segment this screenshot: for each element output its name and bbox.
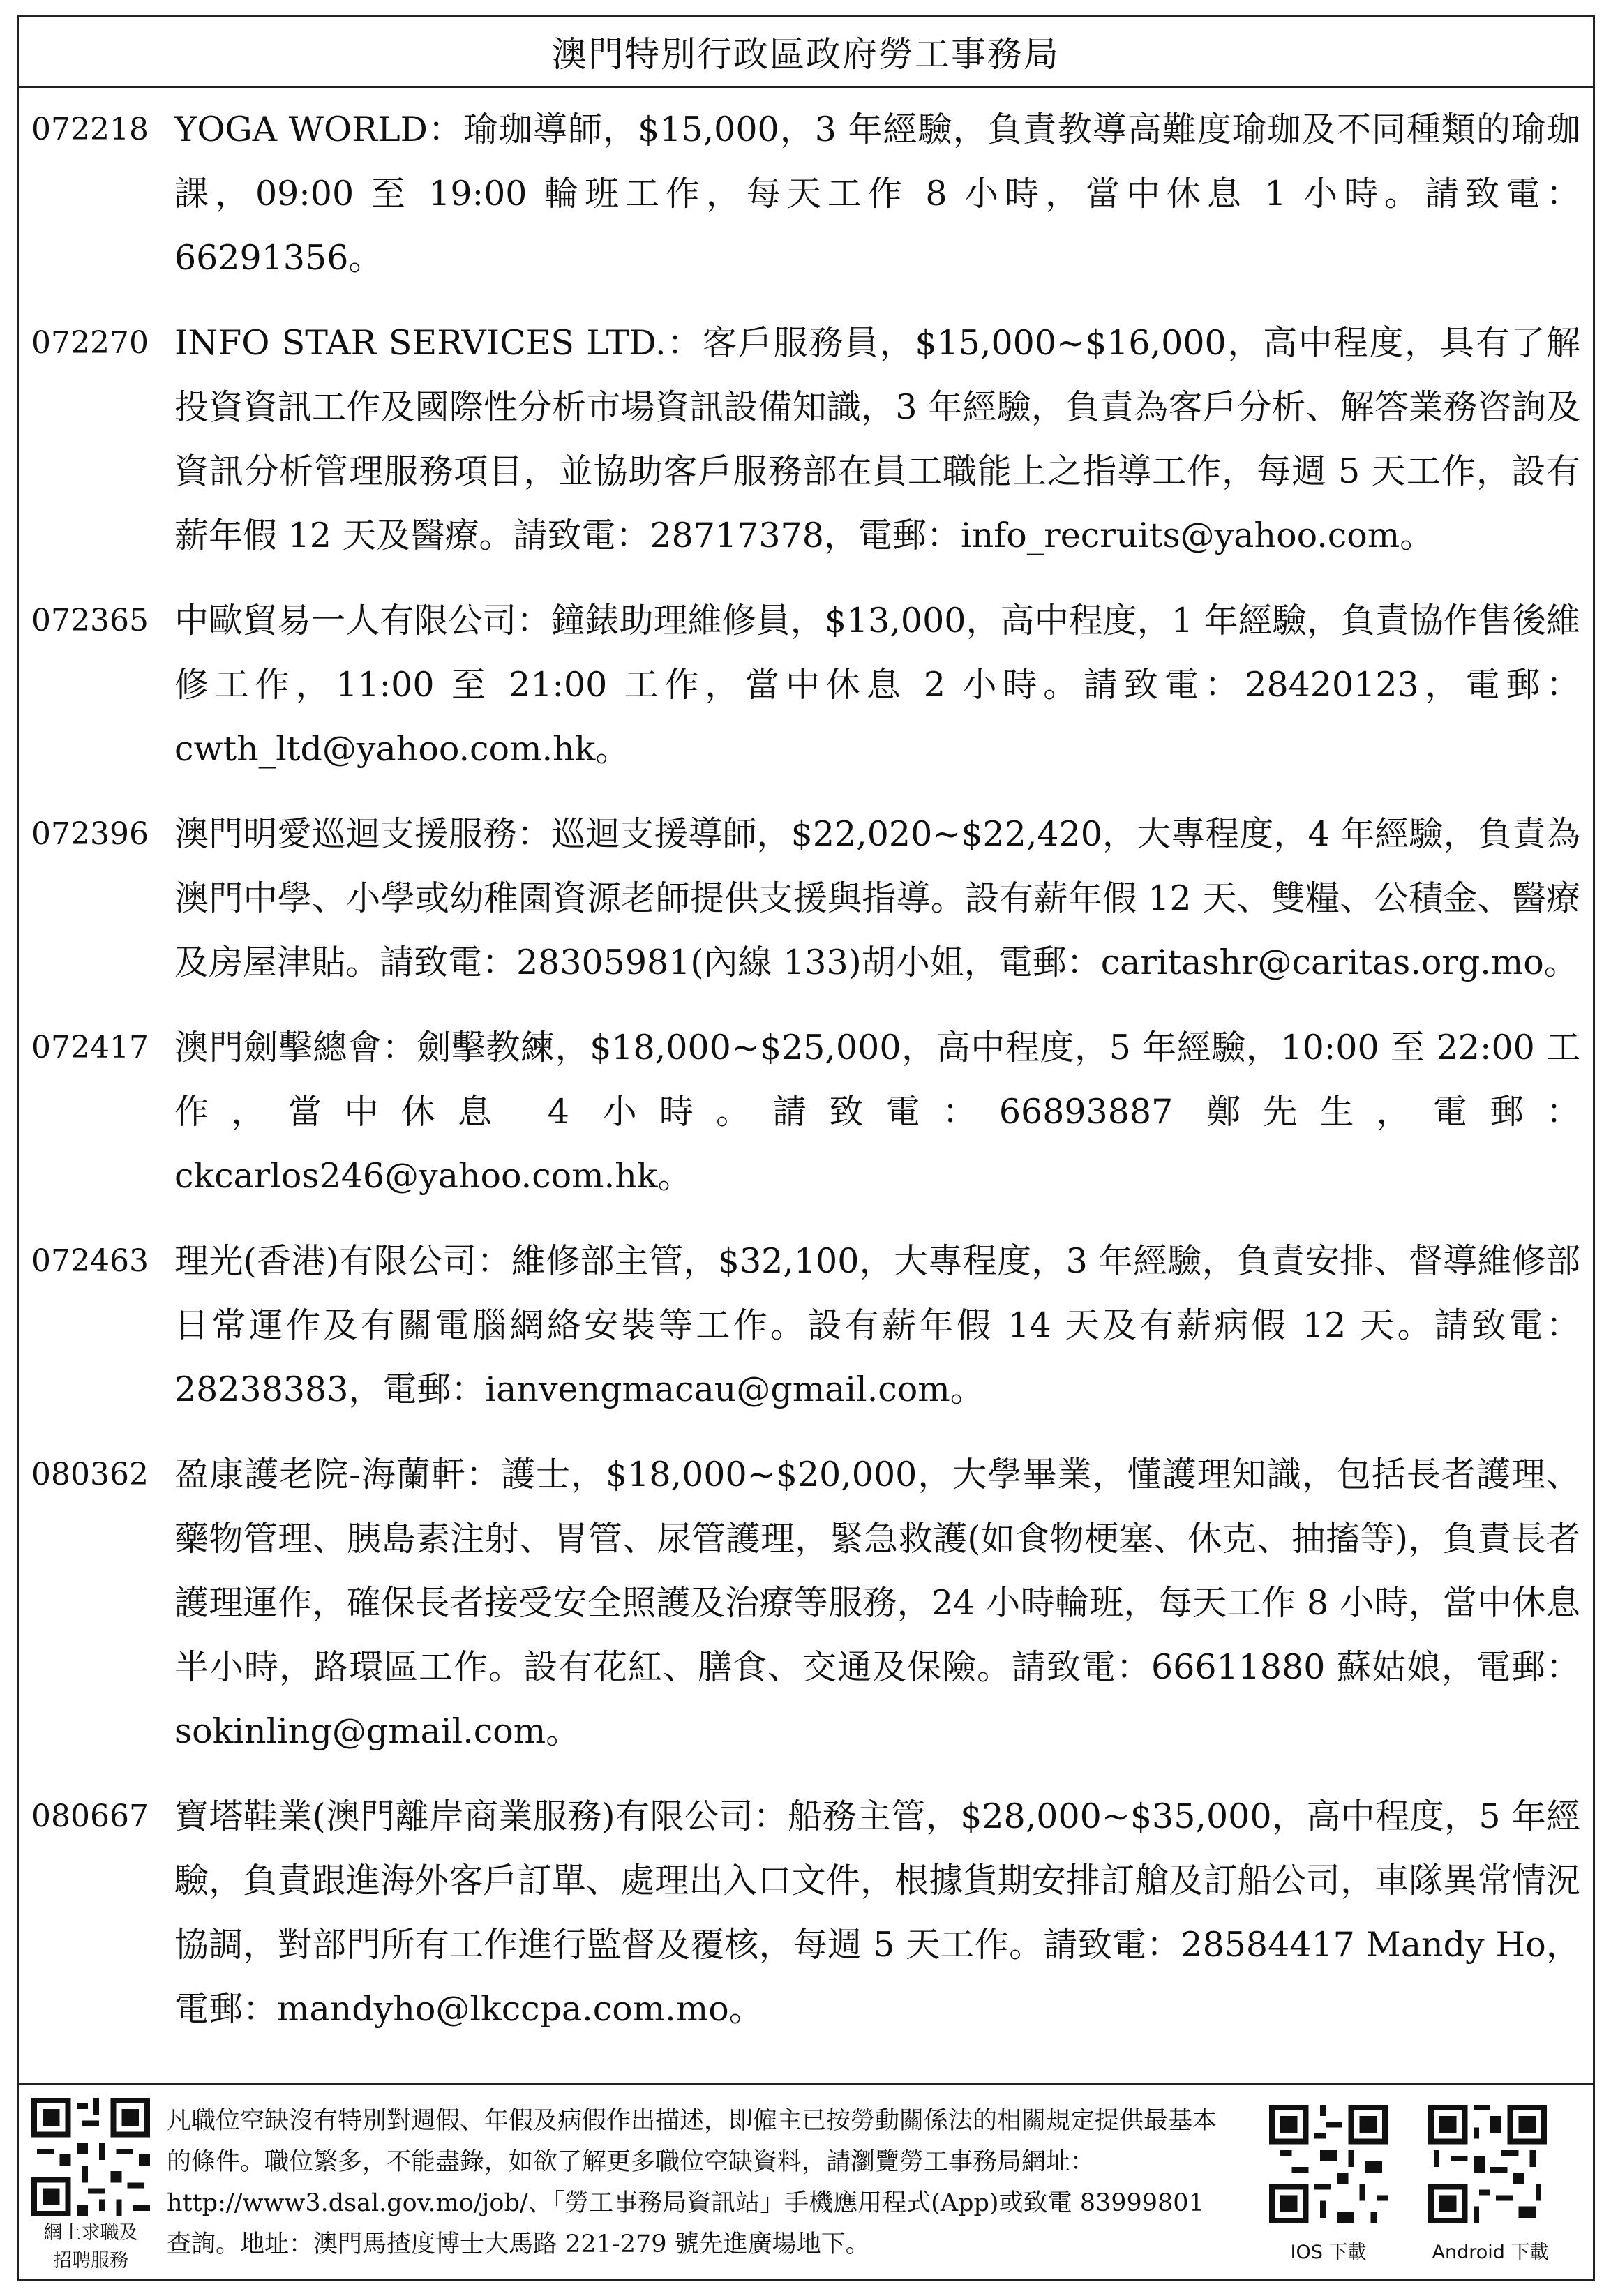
job-listing <box>31 802 1580 995</box>
footer-notice: 凡職位空缺沒有特別對週假、年假及病假作出描述，即僱主已按勞動關係法的相關規定提供最基本的條件。職位繁多，不能盡錄，如欲了解更多職位空缺資料，請瀏覽勞工事務局網址：http://www3.dsal.gov.mo/job/、「勞工事務局資訊站」手機應用程式(App)或致電 83999801 查詢。地址：澳門馬揸度博士大馬路 221-279 號先進廣場地下。 <box>167 2107 1217 2258</box>
job-code: 080362 <box>31 1457 149 1492</box>
notice-frame <box>17 15 1595 2281</box>
job-description: 理光(香港)有限公司：維修部主管，$32,100，大專程度，3 年經驗，負責安排、督導維修部日常運作及有關電腦網絡安裝等工作。設有薪年假 14 天及有薪病假 12 天。請致電：28238383，電郵：ianvengmacau@gmail.com。 <box>174 1241 1580 1409</box>
job-listing <box>31 311 1580 568</box>
qr-caption-line: 網上求職及 <box>43 2222 138 2244</box>
job-service-qr-code-icon[interactable] <box>31 2098 150 2216</box>
job-description: INFO STAR SERVICES LTD.：客戶服務員，$15,000~$16,000，高中程度，具有了解投資資訊工作及國際性分析市場資訊設備知識，3 年經驗，負責為客戶分析、解答業務咨詢及資訊分析管理服務項目，並協助客戶服務部在員工職能上之指導工作，每週 5 天工作，設有薪年假 12 天及醫療。請致電：28717378，電郵：info_recruits@yahoo.com。 <box>174 323 1580 555</box>
ios-app-qr-code-icon[interactable] <box>1269 2105 1388 2223</box>
job-description: 澳門明愛巡迴支援服務：巡迴支援導師，$22,020~$22,420，大專程度，4 年經驗，負責為澳門中學、小學或幼稚園資源老師提供支援與指導。設有薪年假 12 天、雙糧、公積金、醫療及房屋津貼。請致電：28305981(內線 133)胡小姐，電郵：caritashr@caritas.org.mo。 <box>174 814 1580 982</box>
job-description: 寶塔鞋業(澳門離岸商業服務)有限公司：船務主管，$28,000~$35,000，高中程度，5 年經驗，負責跟進海外客戶訂單、處理出入口文件，根據貨期安排訂艙及訂船公司，車隊異常情況協調，對部門所有工作進行監督及覆核，每週 5 天工作。請致電：28584417 Mandy Ho，電郵：mandyho@lkccpa.com.mo。 <box>174 1796 1580 2029</box>
job-listings <box>19 88 1593 2041</box>
job-description: 澳門劍擊總會：劍擊教練，$18,000~$25,000，高中程度，5 年經驗，10:00 至 22:00 工作，當中休息 4 小時。請致電：66893887 鄭先生，電郵：ckcarlos246@yahoo.com.hk。 <box>174 1028 1580 1196</box>
footer <box>19 2083 1593 2279</box>
qr-caption-line: 招聘服務 <box>53 2250 128 2272</box>
page-title: 澳門特別行政區政府勞工事務局 <box>19 17 1593 88</box>
job-code: 072417 <box>31 1030 149 1065</box>
job-listing <box>31 98 1580 290</box>
job-listing <box>31 1229 1580 1422</box>
job-listing <box>31 1016 1580 1208</box>
job-code: 080667 <box>31 1799 149 1834</box>
job-code: 072396 <box>31 816 149 852</box>
android-app-qr-code-icon[interactable] <box>1428 2105 1547 2223</box>
job-code: 072218 <box>31 112 149 147</box>
job-code: 072365 <box>31 603 149 638</box>
job-description: 中歐貿易一人有限公司：鐘錶助理維修員，$13,000，高中程度，1 年經驗，負責協作售後維修工作，11:00 至 21:00 工作，當中休息 2 小時。請致電：28420123，電郵：cwth_ltd@yahoo.com.hk。 <box>174 601 1580 769</box>
android-download-caption: Android 下載 <box>1432 2242 1549 2263</box>
job-listing <box>31 1443 1580 1764</box>
job-description: YOGA WORLD：瑜珈導師，$15,000，3 年經驗，負責教導高難度瑜珈及不同種類的瑜珈課，09:00 至 19:00 輪班工作，每天工作 8 小時，當中休息 1 小時。請致電：66291356。 <box>174 110 1580 278</box>
job-code: 072463 <box>31 1243 149 1279</box>
job-description: 盈康護老院-海蘭軒：護士，$18,000~$20,000，大學畢業，懂護理知識，包括長者護理、藥物管理、胰島素注射、胃管、尿管護理，緊急救護(如食物梗塞、休克、抽搐等)，負責長者護理運作，確保長者接受安全照護及治療等服務，24 小時輪班，每天工作 8 小時，當中休息半小時，路環區工作。設有花紅、膳食、交通及保險。請致電：66611880 蘇姑娘，電郵：sokinling@gmail.com。 <box>174 1455 1580 1751</box>
job-listing <box>31 1785 1580 2041</box>
job-listing <box>31 589 1580 781</box>
job-code: 072270 <box>31 325 149 361</box>
job-service-qr-caption <box>24 2219 157 2275</box>
ios-download-caption: IOS 下載 <box>1290 2242 1367 2263</box>
